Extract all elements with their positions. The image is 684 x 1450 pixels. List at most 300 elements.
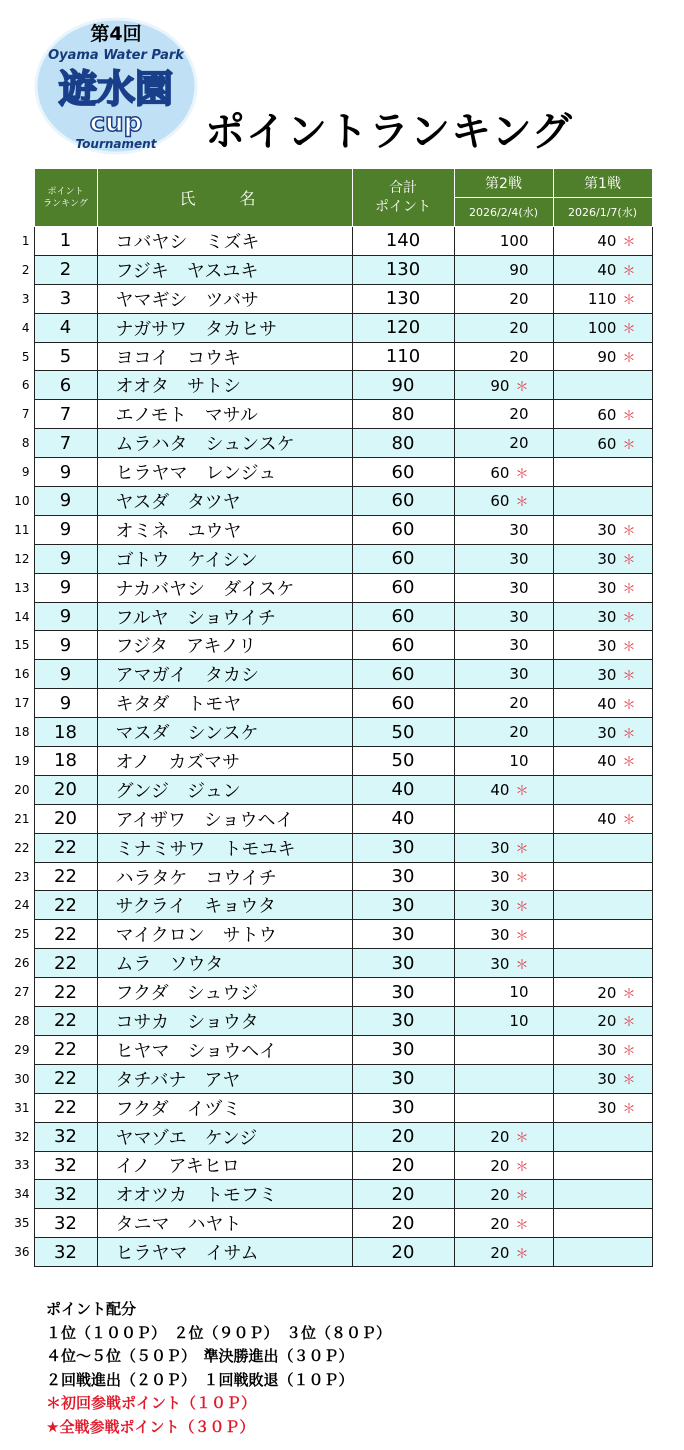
rank-cell: 32 xyxy=(34,1122,97,1151)
table-row xyxy=(0,631,652,660)
table-row xyxy=(0,458,652,487)
points-value: 30 xyxy=(597,665,617,684)
ranking-table-wrapper xyxy=(0,168,684,1267)
points-value: 90 xyxy=(597,348,617,366)
row-number: 24 xyxy=(0,891,34,920)
row-number: 32 xyxy=(0,1122,34,1151)
header-total xyxy=(352,169,454,227)
round1-points xyxy=(553,371,652,400)
player-name: フルヤ ショウイチ xyxy=(97,602,352,631)
points-value: 30 xyxy=(597,1070,617,1089)
first-entry-mark: ＊ xyxy=(515,1131,529,1147)
table-row xyxy=(0,602,652,631)
points-value: 20 xyxy=(490,1243,510,1262)
first-entry-mark: ＊ xyxy=(622,1015,636,1031)
points-value: 20 xyxy=(490,1185,510,1204)
first-entry-mark: ＊ xyxy=(622,553,636,569)
points-value: 60 xyxy=(597,405,617,424)
points-value: 30 xyxy=(490,954,510,973)
round1-points xyxy=(553,573,652,602)
round1-points xyxy=(553,1122,652,1151)
rank-cell: 22 xyxy=(34,1035,97,1064)
first-entry-mark: ＊ xyxy=(515,379,529,395)
round1-points xyxy=(553,660,652,689)
total-points: 30 xyxy=(352,1007,454,1036)
legend-line2: ４位～５位（５０Ｐ） 準決勝進出（３０Ｐ） xyxy=(46,1347,354,1365)
row-number: 34 xyxy=(0,1180,34,1209)
points-value: 30 xyxy=(490,896,510,915)
first-entry-mark: ＊ xyxy=(515,957,529,973)
player-name: タチバナ アヤ xyxy=(97,1064,352,1093)
first-entry-mark: ＊ xyxy=(622,697,636,713)
total-points: 130 xyxy=(352,284,454,313)
total-points: 20 xyxy=(352,1209,454,1238)
round1-points xyxy=(553,227,652,256)
total-points: 60 xyxy=(352,660,454,689)
first-entry-mark: ＊ xyxy=(622,437,636,453)
table-row xyxy=(0,718,652,747)
rank-cell: 5 xyxy=(34,342,97,371)
rank-cell: 22 xyxy=(34,891,97,920)
table-row xyxy=(0,573,652,602)
round1-points xyxy=(553,284,652,313)
player-name: オオタ サトシ xyxy=(97,371,352,400)
player-name: ヨコイ コウキ xyxy=(97,342,352,371)
points-value: 60 xyxy=(490,463,510,482)
row-number: 4 xyxy=(0,313,34,342)
player-name: マスダ シンスケ xyxy=(97,718,352,747)
row-number: 12 xyxy=(0,544,34,573)
row-number: 8 xyxy=(0,429,34,458)
ranking-table xyxy=(0,168,653,1267)
player-name: アマガイ タカシ xyxy=(97,660,352,689)
player-name: エノモト マサル xyxy=(97,400,352,429)
total-points: 60 xyxy=(352,458,454,487)
total-points: 30 xyxy=(352,949,454,978)
round2-points xyxy=(454,1093,553,1122)
table-row xyxy=(0,891,652,920)
total-points: 60 xyxy=(352,544,454,573)
round1-points xyxy=(553,949,652,978)
player-name: イノ アキヒロ xyxy=(97,1151,352,1180)
round1-points xyxy=(553,718,652,747)
table-row xyxy=(0,515,652,544)
player-name: コサカ ショウタ xyxy=(97,1007,352,1036)
rank-cell: 9 xyxy=(34,515,97,544)
round2-points xyxy=(454,429,553,458)
player-name: ナガサワ タカヒサ xyxy=(97,313,352,342)
first-entry-mark: ＊ xyxy=(622,582,636,598)
table-row xyxy=(0,862,652,891)
round2-points xyxy=(454,284,553,313)
first-entry-mark: ＊ xyxy=(515,495,529,511)
table-row xyxy=(0,1238,652,1267)
table-row xyxy=(0,1180,652,1209)
table-row xyxy=(0,1151,652,1180)
row-number: 23 xyxy=(0,862,34,891)
round2-points xyxy=(454,949,553,978)
round2-points xyxy=(454,1209,553,1238)
round2-points xyxy=(454,978,553,1007)
first-entry-mark: ＊ xyxy=(622,293,636,309)
player-name: ハラタケ コウイチ xyxy=(97,862,352,891)
points-value: 20 xyxy=(509,318,529,337)
rank-cell: 9 xyxy=(34,573,97,602)
row-number: 27 xyxy=(0,978,34,1007)
points-value: 20 xyxy=(509,289,529,308)
round1-points xyxy=(553,1151,652,1180)
row-number: 2 xyxy=(0,255,34,284)
table-row xyxy=(0,689,652,718)
first-entry-mark: ＊ xyxy=(622,524,636,540)
logo-cup: cup xyxy=(89,108,143,138)
first-entry-mark: ＊ xyxy=(515,784,529,800)
round1-points xyxy=(553,862,652,891)
round1-points xyxy=(553,1007,652,1036)
rank-cell: 32 xyxy=(34,1209,97,1238)
rank-cell: 22 xyxy=(34,1093,97,1122)
total-points: 20 xyxy=(352,1238,454,1267)
row-number: 28 xyxy=(0,1007,34,1036)
round1-points xyxy=(553,891,652,920)
player-name: アイザワ ショウヘイ xyxy=(97,804,352,833)
total-points: 130 xyxy=(352,255,454,284)
points-value: 20 xyxy=(490,1156,510,1175)
first-entry-mark: ＊ xyxy=(622,639,636,655)
ranking-rows xyxy=(0,227,652,1267)
row-number: 15 xyxy=(0,631,34,660)
first-entry-mark: ＊ xyxy=(622,986,636,1002)
player-name: フクダ シュウジ xyxy=(97,978,352,1007)
total-points: 20 xyxy=(352,1151,454,1180)
row-number: 20 xyxy=(0,775,34,804)
logo-name: 遊水園 xyxy=(58,67,174,111)
round2-points xyxy=(454,227,553,256)
total-points: 30 xyxy=(352,1064,454,1093)
round1-points xyxy=(553,1180,652,1209)
round1-points xyxy=(553,1093,652,1122)
player-name: ヤマギシ ツバサ xyxy=(97,284,352,313)
row-number: 29 xyxy=(0,1035,34,1064)
points-value: 30 xyxy=(490,868,510,887)
table-row xyxy=(0,1064,652,1093)
round2-points xyxy=(454,920,553,949)
first-entry-mark: ＊ xyxy=(622,611,636,627)
points-value: 30 xyxy=(509,578,529,597)
round2-points xyxy=(454,544,553,573)
player-name: サクライ キョウタ xyxy=(97,891,352,920)
rank-cell: 20 xyxy=(34,775,97,804)
points-value: 30 xyxy=(597,550,617,569)
row-number: 13 xyxy=(0,573,34,602)
round1-points xyxy=(553,400,652,429)
table-row xyxy=(0,1209,652,1238)
rank-cell: 9 xyxy=(34,487,97,516)
points-value: 40 xyxy=(490,781,510,800)
first-entry-mark: ＊ xyxy=(515,842,529,858)
points-value: 30 xyxy=(597,521,617,540)
player-name: オミネ ユウヤ xyxy=(97,515,352,544)
row-number: 31 xyxy=(0,1093,34,1122)
first-entry-mark: ＊ xyxy=(622,668,636,684)
header-rank-line1: ポイント xyxy=(47,186,84,197)
round2-points xyxy=(454,255,553,284)
total-points: 60 xyxy=(352,689,454,718)
rank-cell: 32 xyxy=(34,1180,97,1209)
total-points: 20 xyxy=(352,1122,454,1151)
total-points: 60 xyxy=(352,573,454,602)
points-value: 20 xyxy=(509,694,529,713)
legend-heading: ポイント配分 xyxy=(46,1300,137,1318)
first-entry-mark: ＊ xyxy=(515,899,529,915)
points-value: 30 xyxy=(597,636,617,655)
row-number: 33 xyxy=(0,1151,34,1180)
round1-points xyxy=(553,920,652,949)
total-points: 30 xyxy=(352,891,454,920)
total-points: 90 xyxy=(352,371,454,400)
round2-points xyxy=(454,313,553,342)
points-value: 40 xyxy=(597,261,617,280)
points-value: 20 xyxy=(509,405,529,424)
round2-points xyxy=(454,1122,553,1151)
table-row xyxy=(0,544,652,573)
header-round2-date: 2026/2/4(水) xyxy=(454,198,553,227)
row-number: 26 xyxy=(0,949,34,978)
row-number: 18 xyxy=(0,718,34,747)
round2-points xyxy=(454,573,553,602)
rank-cell: 22 xyxy=(34,978,97,1007)
round2-points xyxy=(454,371,553,400)
first-entry-mark: ＊ xyxy=(622,351,636,366)
header-rank-line2: ランキング xyxy=(43,198,88,209)
round2-points xyxy=(454,631,553,660)
points-value: 30 xyxy=(490,839,510,858)
points-value: 110 xyxy=(587,290,617,309)
round2-points xyxy=(454,660,553,689)
rank-cell: 22 xyxy=(34,920,97,949)
round2-points xyxy=(454,1151,553,1180)
player-name: オノ カズマサ xyxy=(97,747,352,776)
rank-cell: 6 xyxy=(34,371,97,400)
round2-points xyxy=(454,1180,553,1209)
total-points: 60 xyxy=(352,602,454,631)
first-entry-mark: ＊ xyxy=(515,1188,529,1204)
table-row xyxy=(0,1035,652,1064)
round2-points xyxy=(454,400,553,429)
player-name: グンジ ジュン xyxy=(97,775,352,804)
points-value: 40 xyxy=(597,694,617,713)
rank-cell: 18 xyxy=(34,718,97,747)
first-entry-mark: ＊ xyxy=(622,1044,636,1060)
first-entry-mark: ＊ xyxy=(622,1073,636,1089)
first-entry-mark: ＊ xyxy=(622,755,636,771)
player-name: ナカバヤシ ダイスケ xyxy=(97,573,352,602)
table-row xyxy=(0,429,652,458)
first-entry-mark: ＊ xyxy=(515,466,529,482)
rank-cell: 20 xyxy=(34,804,97,833)
total-points: 30 xyxy=(352,862,454,891)
round1-points xyxy=(553,458,652,487)
logo-brand: Oyama Water Park xyxy=(48,48,184,63)
round1-points xyxy=(553,689,652,718)
total-points: 120 xyxy=(352,313,454,342)
rank-cell: 9 xyxy=(34,602,97,631)
table-row xyxy=(0,255,652,284)
rank-cell: 18 xyxy=(34,747,97,776)
header-round1: 第1戦 xyxy=(553,169,652,198)
round1-points xyxy=(553,544,652,573)
points-value: 20 xyxy=(597,1012,617,1031)
rank-cell: 32 xyxy=(34,1238,97,1267)
rank-cell: 3 xyxy=(34,284,97,313)
round2-points xyxy=(454,1064,553,1093)
round1-points xyxy=(553,515,652,544)
total-points: 140 xyxy=(352,227,454,256)
round1-points xyxy=(553,313,652,342)
total-points: 30 xyxy=(352,1093,454,1122)
points-value: 20 xyxy=(509,723,529,742)
page-title: ポイントランキング xyxy=(205,109,573,155)
points-value: 10 xyxy=(509,751,529,770)
rank-cell: 1 xyxy=(34,227,97,256)
table-row xyxy=(0,747,652,776)
rank-cell: 22 xyxy=(34,833,97,862)
points-value: 30 xyxy=(490,925,510,944)
round2-points xyxy=(454,804,553,833)
total-points: 50 xyxy=(352,747,454,776)
round2-points xyxy=(454,747,553,776)
table-row xyxy=(0,342,652,371)
table-row xyxy=(0,1007,652,1036)
row-number: 22 xyxy=(0,833,34,862)
total-points: 30 xyxy=(352,978,454,1007)
points-value: 40 xyxy=(597,810,617,829)
legend-line3: ２回戦進出（２０Ｐ） １回戦敗退（１０Ｐ） xyxy=(46,1370,354,1389)
row-number: 21 xyxy=(0,804,34,833)
first-entry-mark: ＊ xyxy=(622,264,636,280)
player-name: キタダ トモヤ xyxy=(97,689,352,718)
round2-points xyxy=(454,862,553,891)
total-points: 50 xyxy=(352,718,454,747)
row-number: 9 xyxy=(0,458,34,487)
player-name: タニマ ハヤト xyxy=(97,1209,352,1238)
rank-cell: 9 xyxy=(34,544,97,573)
row-number: 35 xyxy=(0,1209,34,1238)
points-value: 40 xyxy=(597,232,617,251)
points-value: 30 xyxy=(597,1041,617,1060)
row-number: 1 xyxy=(0,227,34,256)
round2-points xyxy=(454,891,553,920)
player-name: フジタ アキノリ xyxy=(97,631,352,660)
row-number: 7 xyxy=(0,400,34,429)
round2-points xyxy=(454,1035,553,1064)
total-points: 30 xyxy=(352,1035,454,1064)
table-row xyxy=(0,775,652,804)
rank-cell: 7 xyxy=(34,429,97,458)
round1-points xyxy=(553,833,652,862)
round1-points xyxy=(553,631,652,660)
round1-points xyxy=(553,804,652,833)
table-row xyxy=(0,1093,652,1122)
player-name: ミナミサワ トモユキ xyxy=(97,833,352,862)
round1-points xyxy=(553,255,652,284)
total-points: 110 xyxy=(352,342,454,371)
first-entry-mark: ＊ xyxy=(515,1246,529,1262)
round1-points xyxy=(553,747,652,776)
round2-points xyxy=(454,689,553,718)
points-value: 30 xyxy=(509,607,529,626)
rank-cell: 2 xyxy=(34,255,97,284)
header-total-line1: 合計 xyxy=(389,179,417,196)
round2-points xyxy=(454,515,553,544)
header-name: 氏 名 xyxy=(97,169,352,227)
row-number: 36 xyxy=(0,1238,34,1267)
legend-line1: １位（１００Ｐ） ２位（９０Ｐ） ３位（８０Ｐ） xyxy=(46,1323,392,1342)
table-row xyxy=(0,371,652,400)
points-value: 20 xyxy=(509,347,529,366)
table-row xyxy=(0,833,652,862)
rank-cell: 9 xyxy=(34,689,97,718)
points-value: 30 xyxy=(509,520,529,539)
points-value: 60 xyxy=(490,492,510,511)
rank-cell: 4 xyxy=(34,313,97,342)
row-number: 14 xyxy=(0,602,34,631)
round1-points xyxy=(553,1209,652,1238)
table-row xyxy=(0,487,652,516)
points-value: 30 xyxy=(509,549,529,568)
points-value: 20 xyxy=(509,434,529,453)
points-value: 40 xyxy=(597,752,617,771)
total-points: 60 xyxy=(352,487,454,516)
player-name: マイクロン サトウ xyxy=(97,920,352,949)
logo-edition: 第4回 xyxy=(90,23,142,45)
table-row xyxy=(0,978,652,1007)
round2-points xyxy=(454,602,553,631)
round1-points xyxy=(553,1238,652,1267)
player-name: ヒヤマ ショウヘイ xyxy=(97,1035,352,1064)
total-points: 30 xyxy=(352,833,454,862)
total-points: 80 xyxy=(352,429,454,458)
row-number: 3 xyxy=(0,284,34,313)
table-row xyxy=(0,400,652,429)
round1-points xyxy=(553,602,652,631)
total-points: 30 xyxy=(352,920,454,949)
points-value: 30 xyxy=(509,665,529,684)
table-row xyxy=(0,284,652,313)
rank-cell: 9 xyxy=(34,458,97,487)
table-row xyxy=(0,920,652,949)
points-value: 90 xyxy=(490,376,510,395)
player-name: フジキ ヤスユキ xyxy=(97,255,352,284)
round2-points xyxy=(454,775,553,804)
points-value: 20 xyxy=(490,1128,510,1147)
header-total-line2: ポイント xyxy=(375,198,431,215)
row-number: 6 xyxy=(0,371,34,400)
round1-points xyxy=(553,487,652,516)
round1-points xyxy=(553,429,652,458)
rank-cell: 22 xyxy=(34,1007,97,1036)
row-number: 16 xyxy=(0,660,34,689)
rank-cell: 9 xyxy=(34,631,97,660)
round2-points xyxy=(454,458,553,487)
player-name: ヤスダ タツヤ xyxy=(97,487,352,516)
total-points: 40 xyxy=(352,775,454,804)
points-value: 30 xyxy=(597,723,617,742)
first-entry-mark: ＊ xyxy=(515,1217,529,1233)
points-legend xyxy=(46,1298,391,1439)
row-number: 17 xyxy=(0,689,34,718)
first-entry-mark: ＊ xyxy=(515,1159,529,1175)
